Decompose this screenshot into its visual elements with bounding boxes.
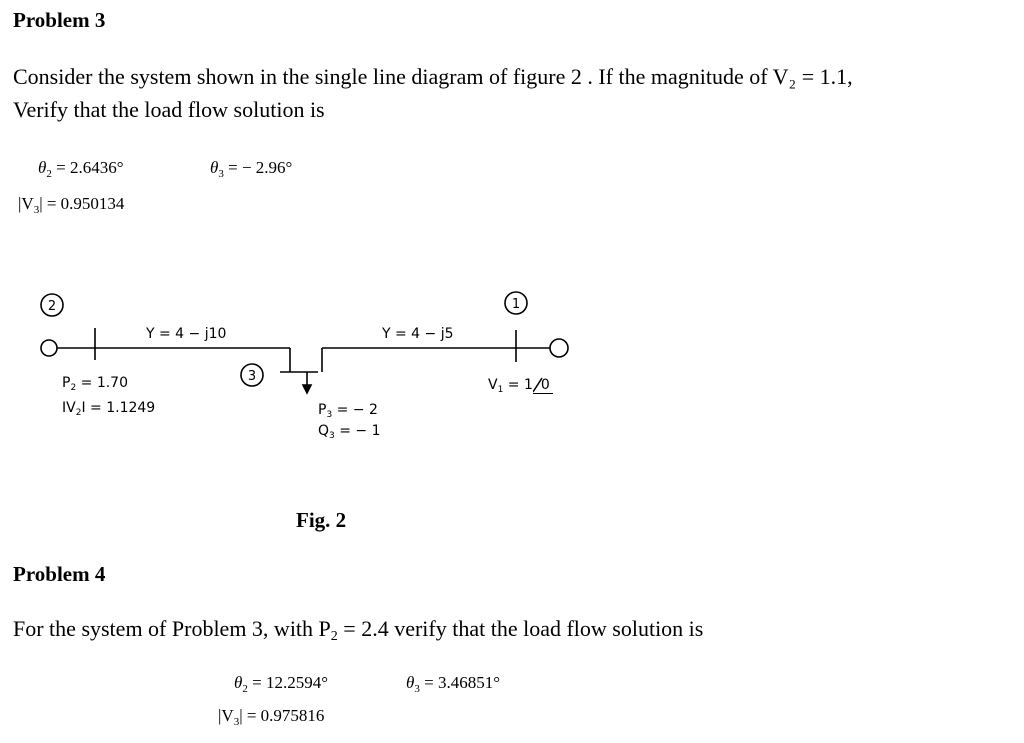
problem-3-text-line-1: Consider the system shown in the single line diagram of figure 2 . If the magnitude of V₂ = 1.1, xyxy=(13,64,853,89)
p3-v3-equation: $|V_3| = 0.950134$ xyxy=(18,194,125,216)
line-3-1-admittance: Y = 4 − j5 xyxy=(382,326,454,342)
p4-theta3-equation: $\theta_3 = 3.46851^\circ$ xyxy=(406,673,500,695)
bus-3-reactive-power: $Q_3$ = − 1 xyxy=(318,423,381,441)
bus-1-voltage: $V_1 = 1$ 0 xyxy=(488,377,553,395)
problem-3-heading: Problem 3 xyxy=(13,8,106,32)
p3-theta3-equation: $\theta_3$ = − 2.96° xyxy=(210,158,293,180)
p4-v3-equation: $|V_3| = 0.975816$ xyxy=(218,706,325,728)
bus-3-load-arrow xyxy=(303,385,311,393)
bus-3-label: 3 xyxy=(247,369,257,384)
p4-theta2-equation: $\theta_2 = 12.2594^\circ$ xyxy=(234,673,328,695)
bus-1-label: 1 xyxy=(511,297,521,312)
bus-1-angle: 0 xyxy=(533,377,553,394)
problem-3-text-line-2: Verify that the load flow solution is xyxy=(13,97,325,122)
problem-4-heading: Problem 4 xyxy=(13,562,106,586)
figure-caption: Fig. 2 xyxy=(296,508,347,532)
problem-4-text: For the system of Problem 3, with P2 = 2.4 verify that the load flow solution is xyxy=(13,616,704,644)
bus-2-label: 2 xyxy=(47,299,57,314)
angle-icon xyxy=(533,377,543,393)
bus-3-power: $P_3$ = − 2 xyxy=(318,402,378,420)
bus-2-voltage: $IV_2I = 1.1249$ xyxy=(62,400,156,418)
bus-2-power: $P_2 = 1.70$ xyxy=(62,375,128,393)
bus-2-terminal xyxy=(41,340,57,356)
bus-1-terminal xyxy=(550,339,568,357)
line-2-3-admittance: Y = 4 − j10 xyxy=(146,326,227,342)
p3-theta2-equation: $\theta_2 = 2.6436^\circ$ xyxy=(38,158,124,180)
